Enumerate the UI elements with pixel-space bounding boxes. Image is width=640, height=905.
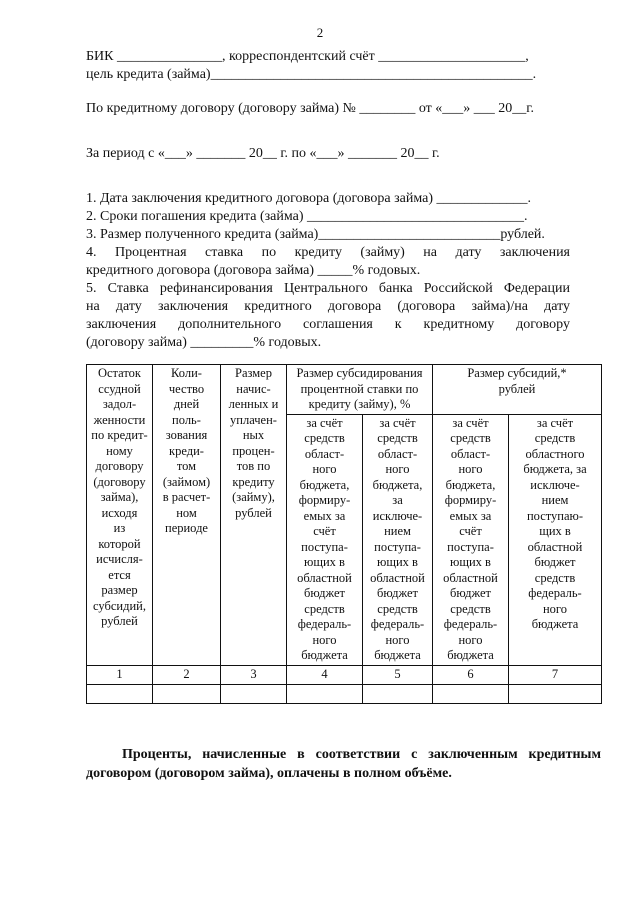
- item-refinancing-rate-line3: заключения дополнительного соглашения к кредитному договору: [86, 317, 570, 332]
- header-loan-balance: Остаток ссудной задол- женности по кредит- ному договору (договору займа), исходя из которой исчисля- ется размер субсидий, рублей: [87, 365, 153, 666]
- item-refinancing-rate-line2: на дату заключения кредитного договора (договора займа)/на дату: [86, 299, 570, 314]
- column-number: 4: [287, 665, 363, 684]
- header-rate-subsidy-group: Размер субсидирования процентной ставки по кредиту (займу), %: [287, 365, 433, 415]
- column-number: 7: [509, 665, 602, 684]
- empty-cell: [509, 684, 602, 703]
- item-refinancing-rate-line4: (договору займа) _________% годовых.: [86, 335, 322, 350]
- item-repayment-terms: 2. Сроки погашения кредита (займа) _______________________________.: [86, 209, 528, 224]
- empty-cell: [221, 684, 287, 703]
- header-rate-federal-funded: за счёт средств област- ного бюджета, формиру- емых за счёт поступа- ющих в областной бюджет средств федераль- ного бюджета: [287, 414, 363, 665]
- period-line: За период с «___» _______ 20__ г. по «___» _______ 20__ г.: [86, 146, 440, 161]
- loan-purpose-line: цель кредита (займа)______________________________________________.: [86, 67, 537, 82]
- column-number: 3: [221, 665, 287, 684]
- subsidy-table: [86, 364, 602, 704]
- empty-cell: [287, 684, 363, 703]
- header-days-of-use: Коли- чество дней поль- зования креди- том (займом) в расчет- ном периоде: [153, 365, 221, 666]
- header-rate-regional-funded: за счёт средств област- ного бюджета, за исключе- нием поступа- ющих в областной бюджет средств федераль- ного бюджета: [363, 414, 433, 665]
- empty-cell: [363, 684, 433, 703]
- header-amount-federal-funded: за счёт средств област- ного бюджета, формиру- емых за счёт поступа- ющих в областной бюджет средств федераль- ного бюджета: [433, 414, 509, 665]
- empty-cell: [433, 684, 509, 703]
- item-refinancing-rate-line1: 5. Ставка рефинансирования Центрального банка Российской Федерации: [86, 281, 570, 296]
- column-number: 6: [433, 665, 509, 684]
- header-amount-regional-funded: за счёт средств областного бюджета, за исключе- нием поступаю- щих в областной бюджет средств федераль- ного бюджета: [509, 414, 602, 665]
- header-subsidy-amount-group: Размер субсидий,* рублей: [433, 365, 602, 415]
- table-row: [87, 684, 602, 703]
- closing-text: Проценты, начисленные в соответствии с заключенным кредитным договором (договором займа), оплачены в полном объёме.: [86, 747, 601, 781]
- bik-account-line: БИК _______________, корреспондентский счёт _____________________,: [86, 49, 529, 64]
- item-interest-rate-line1: 4. Процентная ставка по кредиту (займу) на дату заключения: [86, 245, 570, 260]
- empty-cell: [87, 684, 153, 703]
- empty-cell: [153, 684, 221, 703]
- column-number: 1: [87, 665, 153, 684]
- header-interest-paid: Размер начис- ленных и уплачен- ных процен- тов по кредиту (займу), рублей: [221, 365, 287, 666]
- loan-agreement-line: По кредитному договору (договору займа) № ________ от «___» ___ 20__г.: [86, 101, 534, 116]
- page-number: 2: [316, 25, 324, 40]
- closing-statement: [86, 745, 601, 783]
- column-number: 2: [153, 665, 221, 684]
- item-agreement-date: 1. Дата заключения кредитного договора (договора займа) _____________.: [86, 191, 532, 206]
- item-interest-rate-line2: кредитного договора (договора займа) _____% годовых.: [86, 263, 421, 278]
- item-loan-amount: 3. Размер полученного кредита (займа)__________________________рублей.: [86, 227, 545, 242]
- column-number: 5: [363, 665, 433, 684]
